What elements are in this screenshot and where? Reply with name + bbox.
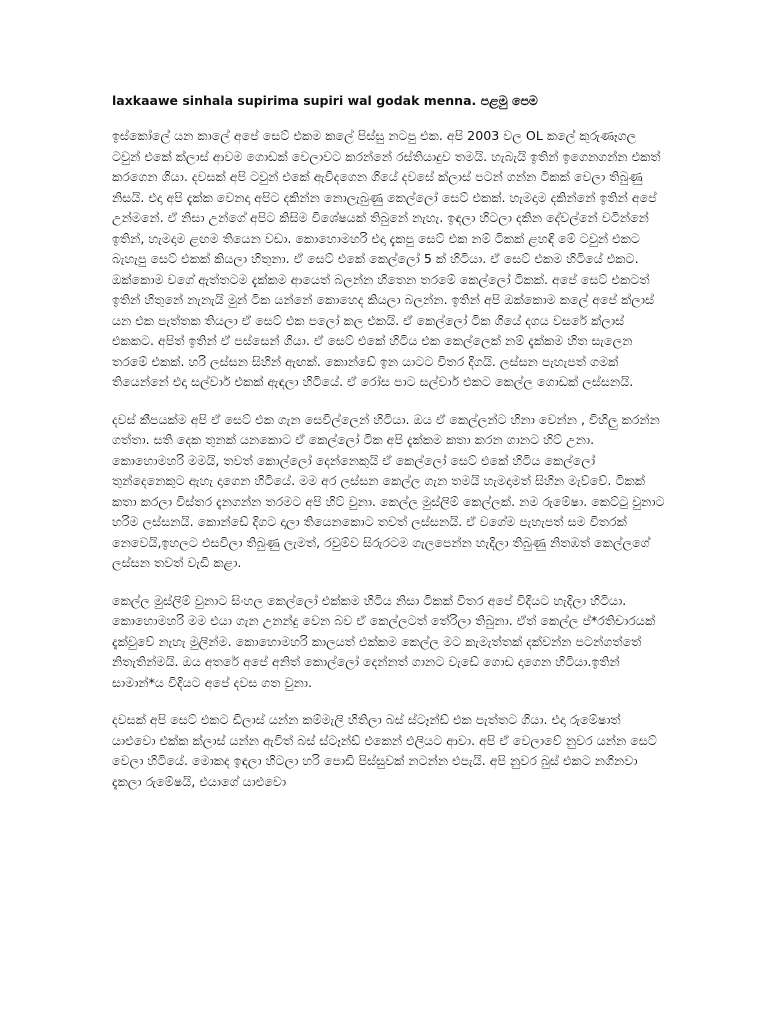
paragraph-1: ඉස්කෝලේ යන කාලේ අපේ සෙට් එකම කලේ පිස්සු නටපු එක. අපි 2003 වල OL කලේ කුරුණෑගල ටවුන් එකේ ක්ලාස් ආවම ගොඩක් වෙලාවට කරන්නේ රස්තියාදුව තමයි. හැබැයි ඉතින් ඉගෙනගන්න එකත් කරගෙන ගියා. දවසක් අපි ටවුන් එකේ ඇවිදගෙන ගියේ දවසේ ක්ලාස් පටන් ගන්න ටිකක් වෙලා තිබුණු නිසයි. එදා අපි දැක්ක වෙනදා අපිට දකින්න නොලැබුණු කෙල්ලෝ සෙට් එකක්. හැමදාම දකින්නේ ඉතින් අපේ උන්මනේ. ඒ නිසා උන්ගේ අපිට කිසිම විශේෂයක් තිබුනේ නැහැ. ඉඳලා හිටලා දකින දේවල්නේ වටින්නේ ඉතින්, හැමදාම ළඟම තියෙන වඩා. කොහොමහරි එදා දැකපු සෙට් එක නම් ටිකක් ළහඳි මේ ටවුන් එකට බැහැපු සෙට් එකක් කියලා හිතුනා. ඒ සෙට් එකේ කෙල්ලෝ 5 ක් හිටියා. ඒ සෙට් එකම හිටියේ එකට. ඔක්කොම වගේ ඇත්තටම දැක්කම ආයෙත් බලන්න හිතෙන තරමේ කෙල්ලෝ ටිකක්. අපේ සෙට් එකටත් ඉතින් හිතුනේ නැනැයි මුන් ටික යන්නේ කොහෙද කියලා බලන්න. ඉතින් අපි ඔක්කොම කලේ අපේ ක්ලාස් යන එක පැත්තක තියලා ඒ සෙට් එක පලෝ කල එකයි. ඒ කෙල්ලෝ ටික ගියේ දගය වසරේ ක්ලාස් එකකට. අපිත් ඉතින් ඒ පස්සෙන් ගියා. ඒ සෙට් එකේ හිටිය එක කෙල්ලෙක් නම් දැක්කම හිත සැලෙන තරමේ එකක්. හරි ලස්සන සිහින් ඇඟක්. කොන්ඩේ ඉන යාටට විතර දිගයි. ලස්සන පැහැපත් ගමක් තියෙන්නේ එදා සල්වාර් එකක් ඇඳලා හිටියේ. ඒ රෝස පාට සල්වාර් එකට කෙල්ල ගොඩක් ලස්සනයි.	[112, 128, 661, 389]
paragraph-2: දවස් කීපයක්ම අපි ඒ සෙට් එක ගැන සෙවිල්ලෙන් හිටියා. ඔය ඒ කෙල්ලන්ට හිනා වෙන්න , විහිලු කරන්න ගත්තා. සති දෙක තුනක් යනකොට ඒ කෙල්ලෝ ටික අපි දැක්කම කතා කරන ගානට හිට් උනා. කොහොමහරි මමයි, තවත් කොල්ලෝ දෙන්නෙකුයි ඒ කෙල්ලෝ සෙට් එකේ හිටිය කෙල්ලෝ තුන්දෙනෙකුට ඇහැ දාගෙන හිටියේ. මම අර ලස්සන කෙල්ල ගැන තමයි හැමදාමත් සිහින මැව්වේ. ටිකක් කතා කරලා විස්තර දැනගන්න තරමට අපි හිට් වුනා. කෙල්ල මුස්ලිම් කෙල්ලක්. නම රුමේෂා. කෙට්ටු වුනාට හරිම ලස්සනයි. කොන්ඩේ දිගට දාලා තියෙනකොට තවත් ලස්සනයි. ඒ වගේම පැහැපත් සම විතරක් නෙවෙයි,ඉහලට එසවිලා තිබුණු ලැමත්, රවුම්ව සිරුරටම ගැලපෙන්න හැදිලා තිබුණු නිතඹත් කෙල්ලගේ ලස්සන තවත් වැඩි කළා.	[112, 411, 665, 570]
paragraph-3: කෙල්ල මුස්ලිම් වුනාට සිංහල කෙල්ලෝ එක්කම හිටිය නිසා ටිකක් විතර අපේ විදියට හැදිලා හිටියා. කොහොමහරි මම එයා ගැන උනන්දු වෙන බව ඒ කෙල්ලටත් තේරිලා තිබුනා. ඒත් කෙල්ල ප්*රතිචාරයක් දැක්වුවේ නැහැ මුලින්ම. කොහොමහරි කාලයත් එක්කම කෙල්ල මට කැමැත්තක් දක්වන්න පටන්ගත්තේ නිතැතින්මයි. ඔය අතරේ අපේ අනිත් කොල්ලෝ දෙන්නත් ගානට වැඩේ ගොඩ දාගෙන හිටියා.ඉතින් සාමාන්*ය විදියට අපේ දවස ගත වුනා.	[112, 592, 656, 690]
document-page	[112, 92, 667, 809]
document-title: laxkaawe sinhala supirima supiri wal godak menna. පළමු පෙම	[112, 93, 538, 108]
paragraph-4: දවසක් අපි සෙට් එකට ඩිලාස් යන්න කම්මැලි හිතිලා බස් ස්ටෑන්ඩ් එක පැත්තට ගියා. එදා රුමේෂාත් යාළුවො එක්ක ක්ලාස් යන්න ඇවිත් බස් ස්ටෑන්ඩ් එකෙන් එලියට ආවා. අපි ඒ වෙලාවේ නුවර යන්න සෙට් වෙලා හිටියේ. මොකද ඉඳලා හිටලා හරි පොඩි පිස්සුවක් නටන්න එපැයි. අපි නුවර බුස් එකට නගිනවා දැකලා රුමේෂයි, එයාගේ යාළුවො	[112, 712, 657, 789]
